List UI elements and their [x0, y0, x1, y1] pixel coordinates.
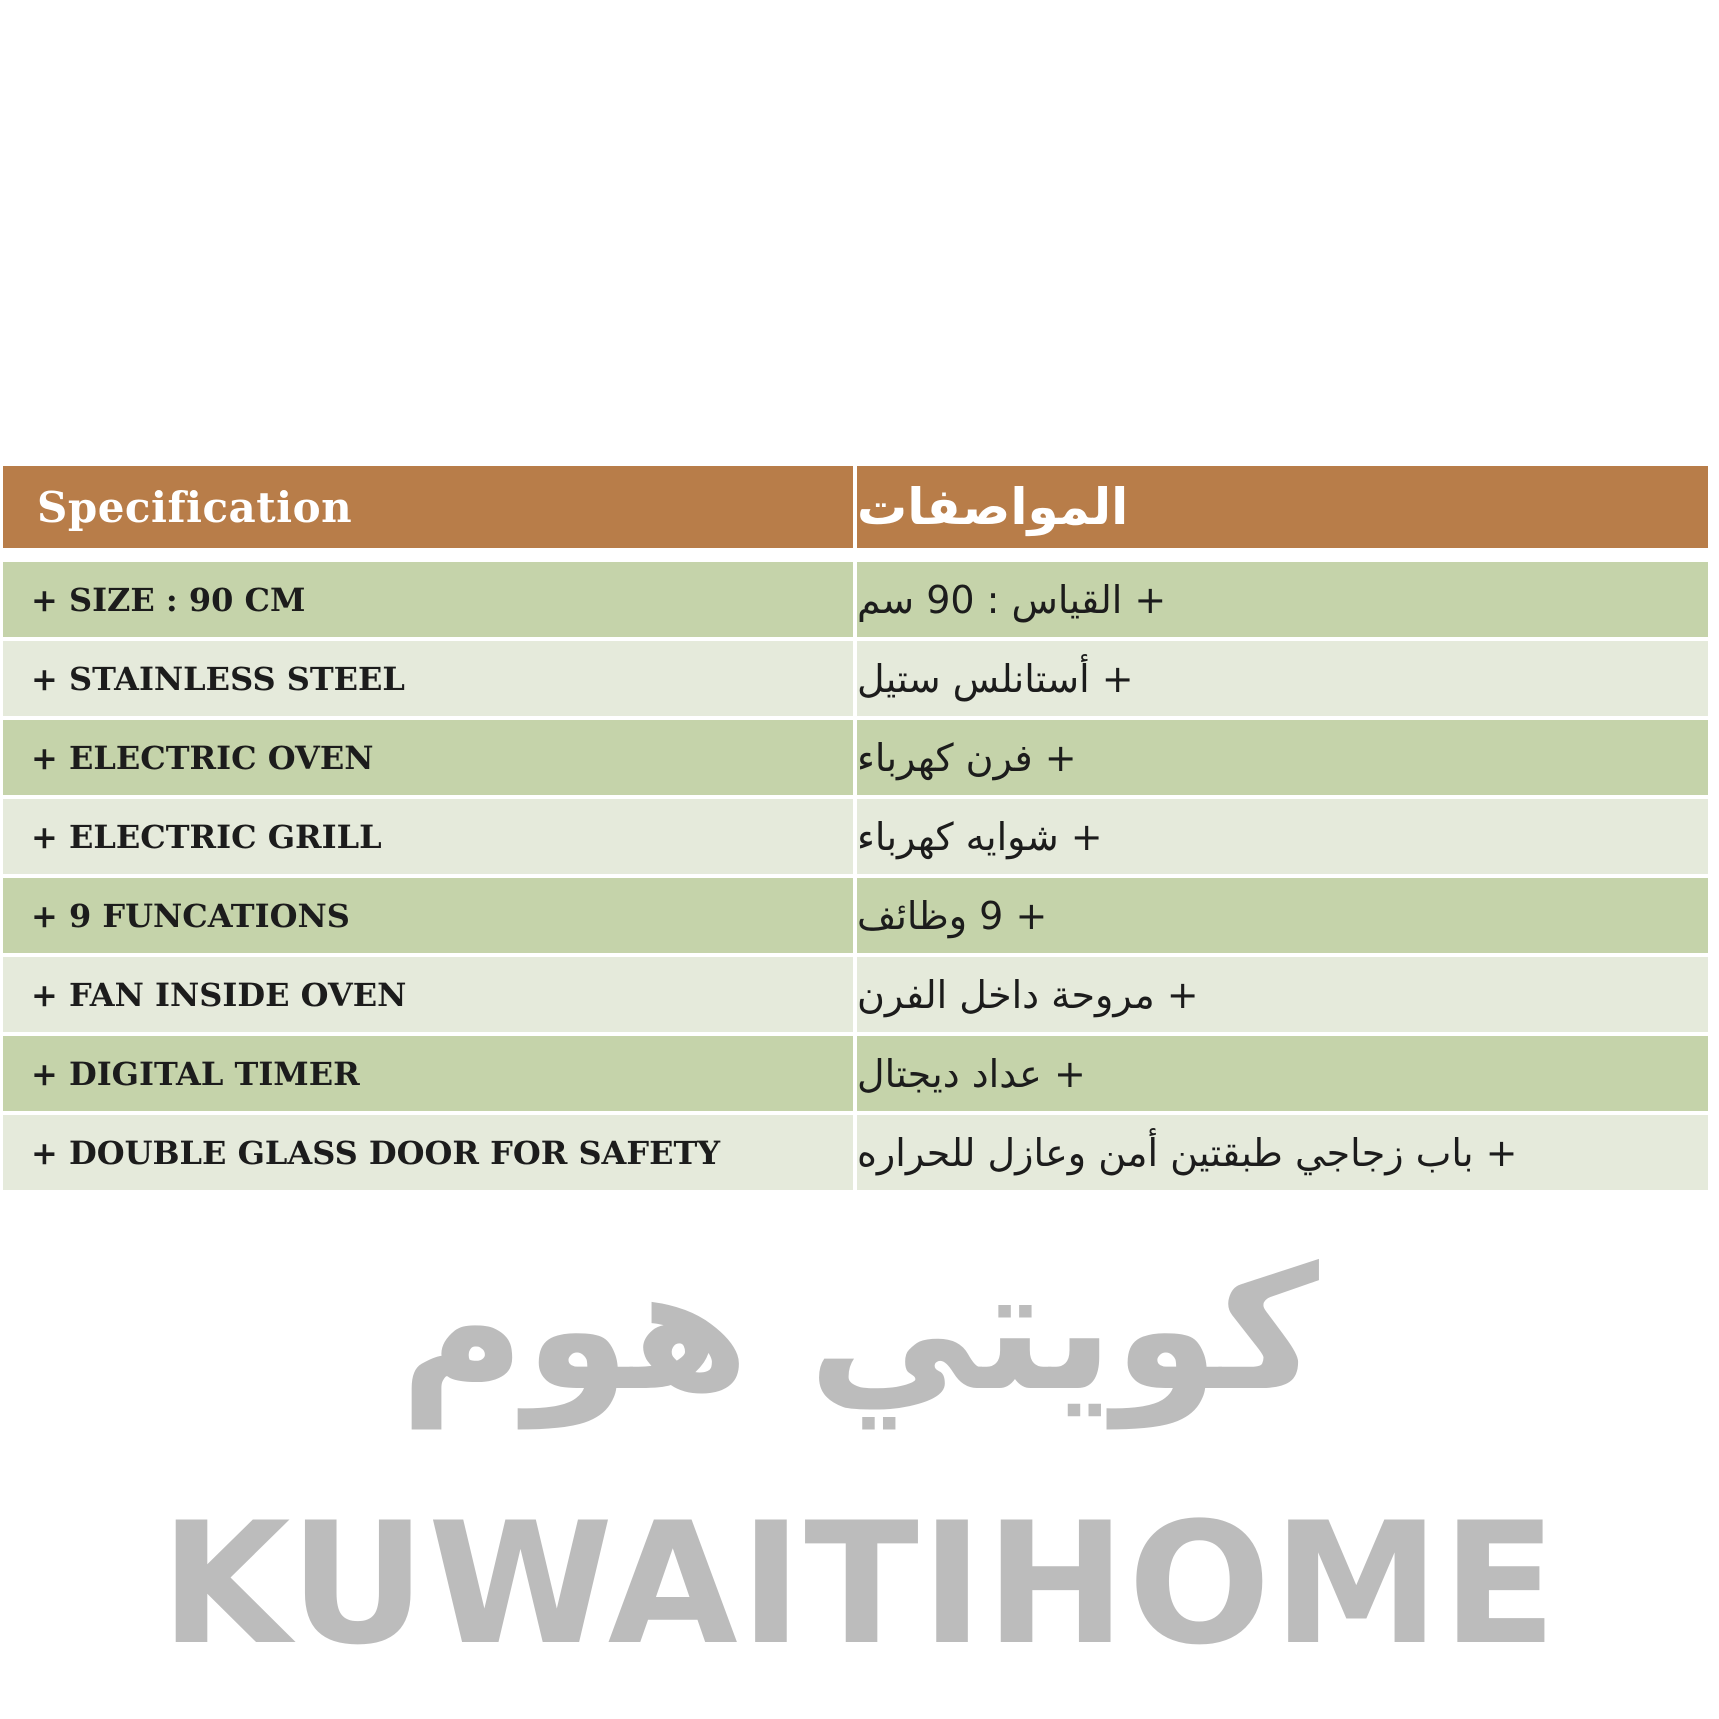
- table-row: [3, 720, 1708, 795]
- spec-text-english: + ELECTRIC GRILL: [31, 817, 382, 856]
- spec-cell-english: [3, 720, 853, 795]
- spec-text-arabic: + عداد ديجتال: [857, 1051, 1086, 1096]
- table-row: [3, 1036, 1708, 1111]
- table-row: [3, 1115, 1708, 1190]
- spec-cell-arabic: [857, 641, 1708, 716]
- spec-cell-english: [3, 1036, 853, 1111]
- spec-cell-english: [3, 799, 853, 874]
- spec-text-english: + DIGITAL TIMER: [31, 1054, 360, 1093]
- spec-cell-english: [3, 1115, 853, 1190]
- spec-text-arabic: + باب زجاجي طبقتين أمن وعازل للحراره: [857, 1130, 1518, 1175]
- spec-cell-arabic: [857, 957, 1708, 1032]
- spec-text-english: + ELECTRIC OVEN: [31, 738, 374, 777]
- watermark-arabic: كويتي هوم: [400, 1231, 1319, 1429]
- spec-cell-arabic: [857, 720, 1708, 795]
- spec-text-arabic: + فرن كهرباء: [857, 735, 1077, 780]
- spec-cell-arabic: [857, 799, 1708, 874]
- spec-cell-arabic: [857, 1115, 1708, 1190]
- spec-text-english: + DOUBLE GLASS DOOR FOR SAFETY: [31, 1133, 721, 1172]
- table-row: [3, 799, 1708, 874]
- header-title-english: Specification: [37, 482, 353, 532]
- spec-text-english: + SIZE : 90 CM: [31, 580, 306, 619]
- header-cell-english: [3, 466, 853, 548]
- spec-text-english: + FAN INSIDE OVEN: [31, 975, 407, 1014]
- table-row: [3, 641, 1708, 716]
- spec-text-english: + 9 FUNCATIONS: [31, 896, 350, 935]
- table-row: [3, 878, 1708, 953]
- spec-cell-english: [3, 641, 853, 716]
- spec-cell-english: [3, 562, 853, 637]
- spec-text-arabic: + شوايه كهرباء: [857, 814, 1103, 859]
- table-row: [3, 562, 1708, 637]
- spec-cell-arabic: [857, 1036, 1708, 1111]
- spec-text-arabic: + مروحة داخل الفرن: [857, 972, 1199, 1017]
- spec-cell-english: [3, 957, 853, 1032]
- spec-text-arabic: + أستانلس ستيل: [857, 656, 1134, 701]
- specification-table: [3, 466, 1708, 1194]
- spec-cell-arabic: [857, 562, 1708, 637]
- watermark-english: KUWAITIHOME: [160, 1486, 1559, 1682]
- header-cell-arabic: [857, 466, 1708, 548]
- table-header-row: [3, 466, 1708, 548]
- spec-cell-english: [3, 878, 853, 953]
- table-row: [3, 957, 1708, 1032]
- spec-text-english: + STAINLESS STEEL: [31, 659, 405, 698]
- spec-cell-arabic: [857, 878, 1708, 953]
- header-title-arabic: المواصفات: [857, 478, 1129, 536]
- spec-text-arabic: + القياس : 90 سم: [857, 577, 1167, 622]
- spec-text-arabic: + 9 وظائف: [857, 893, 1048, 938]
